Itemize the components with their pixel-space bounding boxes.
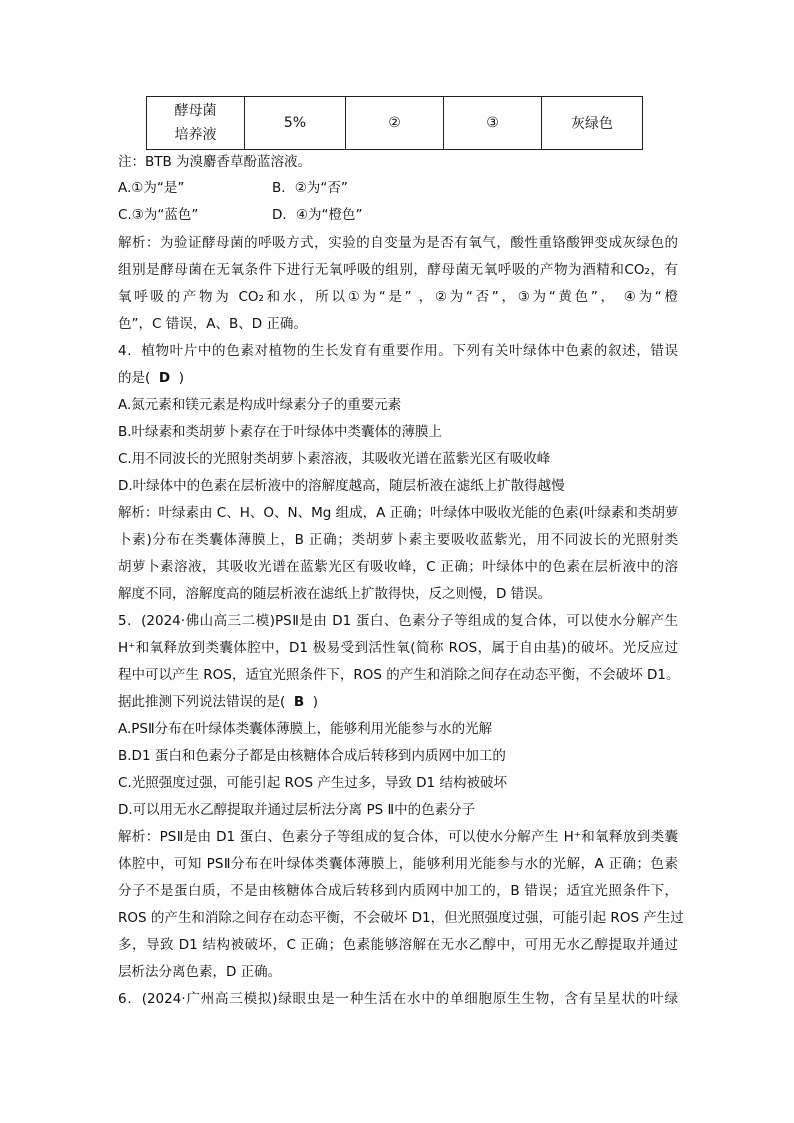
q3-analysis-line: 氧呼吸的产物为 CO₂和水，所以①为“是” ，②为“否”，③为“黄色”， ④为“橙 [118,289,678,305]
table-cell-label: 酵母菌 培养液 [147,97,245,150]
table-cell: 5% [245,97,346,150]
q4-option-d: D.叶绿体中的色素在层析液中的溶解度越高，随层析液在滤纸上扩散得越慢 [118,478,565,494]
table-row [147,97,643,150]
q3-option-d: D．④为“橙色” [272,207,363,223]
experiment-table [146,96,643,150]
q4-analysis-line: 卜素)分布在类囊体薄膜上，B 正确；类胡萝卜素主要吸收蓝紫光，用不同波长的光照射类 [118,532,678,548]
q3-analysis-line: 组别是酵母菌在无氧条件下进行无氧呼吸的组别，酵母菌无氧呼吸的产物为酒精和CO₂，有 [118,262,678,278]
q3-option-b: B．②为“否” [272,180,348,196]
q5-analysis-line: 解析：PSⅡ是由 D1 蛋白、色素分子等组成的复合体，可以使水分解产生 H⁺和氧释放到类囊 [118,829,678,845]
q5-option-c: C.光照强度过强，可能引起 ROS 产生过多，导致 D1 结构被破坏 [118,775,507,791]
q4-analysis-line: 解析：叶绿素由 C、H、O、N、Mg 组成，A 正确；叶绿体中吸收光能的色素(叶绿素和类胡萝 [118,505,679,521]
q3-option-c: C.③为“蓝色” [118,207,199,223]
q4-stem-line: 4．植物叶片中的色素对植物的生长发育有重要作用。下列有关叶绿体中色素的叙述，错误 [118,343,678,359]
table-cell: 灰绿色 [542,97,643,150]
table-note: 注：BTB 为溴麝香草酚蓝溶液。 [118,154,312,170]
q5-stem-line: 据此推测下列说法错误的是( B ) [118,694,319,710]
q4-answer: D [158,370,171,386]
q5-option-d: D.可以用无水乙醇提取并通过层析法分离 PS Ⅱ中的色素分子 [118,802,476,818]
q4-stem-line: 的是( D ) [118,370,184,386]
q5-option-b: B.D1 蛋白和色素分子都是由核糖体合成后转移到内质网中加工的 [118,748,506,764]
q5-analysis-line: 多，导致 D1 结构被破坏，C 正确；色素能够溶解在无水乙醇中，可用无水乙醇提取并通过 [118,937,678,953]
q5-stem-line: 程中可以产生 ROS，适宜光照条件下，ROS 的产生和消除之间存在动态平衡，不会破坏 D1。 [118,667,680,683]
table-cell: ② [346,97,444,150]
q5-answer: B [293,694,305,710]
table-cell: ③ [444,97,542,150]
q4-analysis-line: 胡萝卜素溶液，其吸收光谱在蓝紫光区有吸收峰，C 正确；叶绿体中的色素在层析液中的溶 [118,559,678,575]
q6-stem-line: 6．(2024·广州高三模拟)绿眼虫是一种生活在水中的单细胞原生生物，含有呈星状的叶绿 [118,991,678,1007]
q3-option-a: A.①为“是” [118,180,185,196]
q5-analysis-line: 分子不是蛋白质，不是由核糖体合成后转移到内质网中加工的，B 错误；适宜光照条件下， [118,883,678,899]
q5-analysis-line: 层析法分离色素，D 正确。 [118,964,282,980]
q5-analysis-line: 体腔中，可知 PSⅡ分布在叶绿体类囊体薄膜上，能够利用光能参与水的光解，A 正确；色素 [118,856,678,872]
q4-option-a: A.氮元素和镁元素是构成叶绿素分子的重要元素 [118,397,402,413]
q4-analysis-line: 解度不同，溶解度高的随层析液在滤纸上扩散得快，反之则慢，D 错误。 [118,586,552,602]
q5-stem-line: 5．(2024·佛山高三二模)PSⅡ是由 D1 蛋白、色素分子等组成的复合体，可以使水分解产生 [118,613,678,629]
q4-option-b: B.叶绿素和类胡萝卜素存在于叶绿体中类囊体的薄膜上 [118,424,443,440]
q3-analysis-line: 色”，C 错误，A、B、D 正确。 [118,316,307,332]
q3-analysis-line: 解析：为验证酵母菌的呼吸方式，实验的自变量为是否有氧气，酸性重铬酸钾变成灰绿色的 [118,235,678,251]
q5-stem-line: H⁺和氧释放到类囊体腔中，D1 极易受到活性氧(简称 ROS，属于自由基)的破坏。光反应过 [118,640,678,656]
q5-analysis-line: ROS 的产生和消除之间存在动态平衡，不会破坏 D1，但光照强度过强，可能引起 ROS 产生过 [118,910,684,926]
q5-option-a: A.PSⅡ分布在叶绿体类囊体薄膜上，能够利用光能参与水的光解 [118,721,493,737]
q4-option-c: C.用不同波长的光照射类胡萝卜素溶液，其吸收光谱在蓝紫光区有吸收峰 [118,451,551,467]
